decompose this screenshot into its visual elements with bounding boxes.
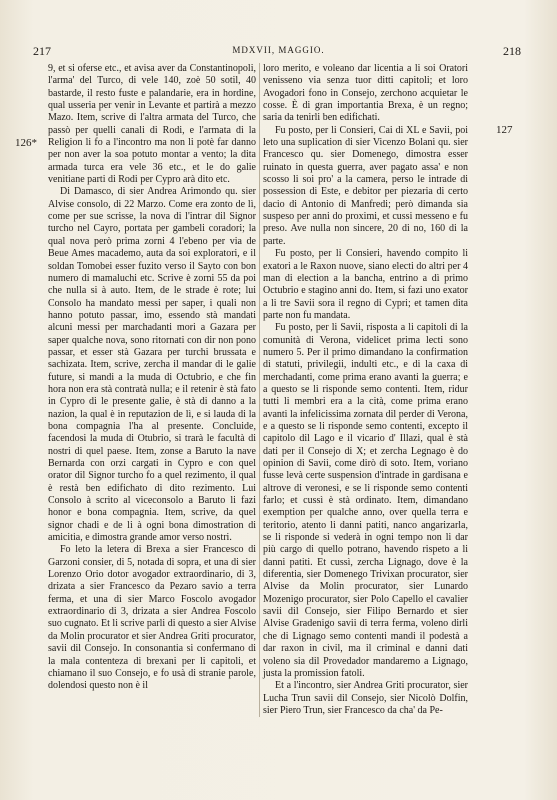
paragraph: Fo leto la letera di Brexa a sier Francesco di Garzoni consier, di 5, notada di sopra, et una di sier Lorenzo Orio dotor avogador extraordinario, di 3, drizata a sier Francesco da Pezaro savio a terra ferma, et una di sier Marco Foscolo avogador extraordinario di 3, drizata a sier Andrea Foscolo suo cugnato. Et li scrive parli di questo a sier Alvise da Molin procurator et sier Andrea Griti procurator, savii dil Consejo. In consonantia si confermano di la mala contenteza di brexani per li capitoli, et chiamano il suo Consejo, e fo usà di stranie parole, dolendosi questo non è il [48,544,257,692]
margin-note-right: 127 [496,124,513,136]
paragraph: Di Damasco, di sier Andrea Arimondo qu. sier Alvise consolo, di 22 Marzo. Come era zonto de lì, come per sue scrisse, la nova di l'intrar dil Signor turcho nel Cayro, portata per gambeli coradori; la qual nova però prima zorni 4 l'ebeno per via de Beue Ames macademo, auta da soi exploratori, e il soldan Tomobei esser fuzito verso il Sayto con bon numero di mamaluchi etc. Scrive è zorni 55 da poi che nulla si à auto. Item, de le strade è rote; lui Consolo ha mandato messi per saper, i quali non hanno potuto passar, imo, essendo stà mandati alcuni messi per marchadanti mori a Gazara per saper qualche nova, sono ritornati con dir non pono passar, et esser stà Gazara per turchi brussata e sachizata. Item, scrive, zercha il mandar di le galie future, si mandi a la muda di Octubrio, e che fin hora non era stà contratà nulla; e il retenir è stà fato in Cypro di le presente galie, è stà di danno a la nazion, la qual è in reputazion de lì, e si lauda di la bona compagnia l'ha al presente. Concluide, facendosi la muda di Otubrio, si trarà le facultà di nostri di quel paese. Item, zonse a Baruto la nave Bernarda con orzi cargati in Cypro e con quel orator dil Signor turcho fo a quel rezimento, il qual è restà ben edifichato di dito rezimento. Lui Consolo à scrito al viceconsolo a Baruto li fazi honor e bona compagnia. Item, scrive, da quel signor chadi e de li à ogni bona dimostration di amicitia, e dimostra grande amor verso nostri. [48,186,256,544]
margin-note-left: 126* [15,137,37,149]
page-number-right: 218 [503,44,521,58]
page-header [0,44,557,58]
left-column [48,63,256,693]
paragraph: Fu posto, per li Savii, risposta a li capitoli di la comunità di Verona, videlicet prima lecti sono numero 5. Per il primo dimandano la confirmation di statuti, privilegii, indulti etc., e di la caxa di merchadanti, come prima erano avanti la guerra; e a questo se li risponde semo contenti. Item, ridur tutti li membri era a la cità, come prima erano avanti la infelicissima zornata dil perder di Verona, e a questo se li risponde semo contenti, excepto il capitolo dil Lago e il vicario d' Illazi, qual è stà dati per il Consejo di X; et zercha Legnago è do opinion di Savii, come dirò di soto. Item, voriano fusse levà certe suspension d'intrade in gardisana e altrove di veronesi, e se li risponde semo contenti farlo; et cussì è stà ordinato. Item, dimandano exemption per qualche anno, over quella terra e teritorio, atento li danni patiti, nanco angarizarla, se li risponde si vederà in ogni tempo non li dar più cargo di quello potrano, havendo rispeto a li danni patiti. Et cussì, zercha Lignago, dove è la diferentia, sier Domenego Trivixan procurator, sier Alvise da Molin procurator, sier Lunardo Mozenigo procurator, sier Polo Capello el cavalier savii dil Consejo, sier Filipo Bernardo et sier Alvise Gradenigo savii di terra ferma, voleno dirli che di Lignago semo contenti mandi il podestà a dar raxon in civil, ma il criminal e danni dati voleno sia dil Provedador mandaremo a Lignago, justa la promission fatoli. [263,322,468,679]
running-title: MDXVII, MAGGIO. [232,45,325,55]
right-column [259,63,468,717]
paragraph: Fu posto, per li Consieri, havendo compito li exatori a le Raxon nuove, siano electi do altri per 4 man di election a la bancha, entrino a dì primo Octubrio e stagino anni do. Item, si fazi uno exator a li tre Savii sora il regno di Cypri; et tamen dita parte non fu mandata. [263,248,468,321]
paragraph: Fu posto, per li Consieri, Cai di XL e Savii, poi leto una suplication di sier Vicenzo Bolani qu. sier Francesco qu. sier Domenego, dimostra esser ruinato in questa guerra, aver pagato assa' e non scosso li soi pro' a la camera, perso le intrade di possession di Este, e debitor per piezaria di certo dacio di Antonio di Manfredi; però dimanda sia suspeso per anni do proximi, et cussi messeno e fu preso. Ave nulla non sincere, 20 di no, 160 di la parte. [263,124,468,247]
paragraph: 9, et si oferse etc., et avisa aver da Constantinopoli, l'arma' del Turco, di vele 140, zoè 50 sotil, 40 bastarde, il resto fuste e palandarie, era in hordine, qual usseria per venir in Levante et partirà a mezzo Mazo. Item, scrive di l'altra armata del Turco, che passò per quelli canali di Rodi, e l'armata di la Religion li fo a l'incontro ma non li potè far danno per non aver la soa potuto montar a vento; la dita armada turca era vele 36 etc., et le do galie venitiane parti di Rodi per Cypro arà dito etc. [48,63,256,186]
page-number-left: 217 [33,44,51,58]
paragraph: loro merito, e voleano dar licentia a li soi Oratori venisseno via senza tuor ditti capitoli; et loro Avogadori fono in Consejo, zerchono acquietar le cosse. È di gran importantia Brexa, è un regno; saria da tenirli ben edifichati. [263,63,468,124]
paragraph: Et a l'incontro, sier Andrea Griti procurator, sier Lucha Trun savii dil Consejo, sier Nicolò Dolfin, sier Piero Trun, sier Francesco da cha' da Pe- [263,680,468,716]
